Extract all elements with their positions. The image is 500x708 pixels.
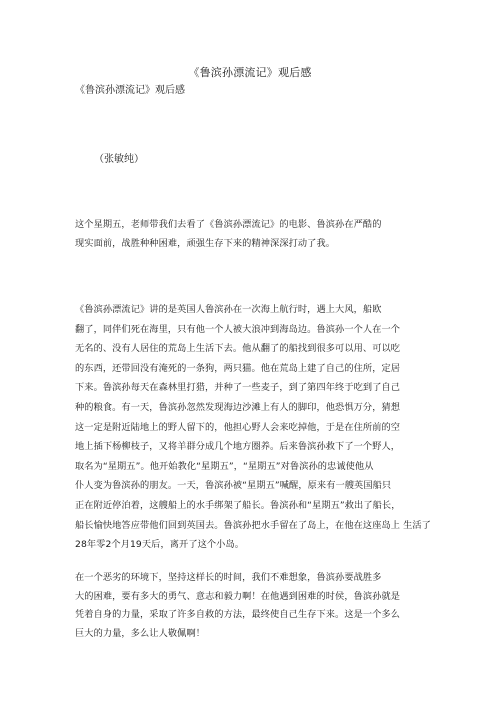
- text-line: 这个星期五，老师带我们去看了《鲁滨孙漂流记》的电影、鲁滨孙在严酷的: [75, 219, 382, 230]
- text-line: 取名为“星期五”。他开始教化“星期五”，“星期五”对鲁滨孙的忠诚使他从: [75, 460, 374, 472]
- document-title: 《鲁滨孙漂流记》观后感: [188, 66, 312, 79]
- paragraph-2: [75, 300, 435, 555]
- text-line: 地上插下杨柳枝子，又将羊群分成几个地方圈养。后来鲁滨孙救下了一个野人，: [75, 441, 401, 453]
- text-line: 船长愉快地答应带他们回到英国去。鲁滨孙把水手留在了岛上，在他在这座岛上 生活了: [75, 519, 431, 531]
- text-line: 巨大的力量，多么让人敬佩啊！: [75, 627, 206, 639]
- document-subtitle: 《鲁滨孙漂流记》观后感: [75, 85, 185, 96]
- text-line: 的东西，还带回没有淹死的一条狗，两只猫。他在荒岛上建了自己的住所，定居: [75, 362, 401, 374]
- text-line: 28年零2个月19天后，离开了这个小岛。: [75, 539, 245, 551]
- text-line: 翻了，同伴们死在海里，只有他一个人被大浪冲到海岛边。鲁滨孙一个人在一个: [75, 323, 401, 335]
- text-line: 下来。鲁滨孙每天在森林里打猎，并种了一些麦子，到了第四年终于吃到了自己: [75, 382, 401, 394]
- paragraph-3: [75, 569, 435, 643]
- text-line: 大的困难，要有多大的勇气、意志和毅力啊！在他遇到困难的时侯，鲁滨孙就是: [75, 590, 401, 602]
- text-line: 凭着自身的力量，采取了许多自救的方法，最终使自己生存下来。这是一个多么: [75, 609, 401, 621]
- author-line: （张敏纯）: [94, 154, 144, 165]
- text-line: 种的粮食。有一天，鲁滨孙忽然发现海边沙滩上有人的脚印，他恐惧万分，猜想: [75, 401, 401, 413]
- text-line: 无名的、没有人居住的荒岛上生活下去。他从翻了的船找到很多可以用、可以吃: [75, 343, 401, 355]
- text-line: 正在附近停泊着，这艘船上的水手绑架了船长。鲁滨孙和“星期五”救出了船长，: [75, 499, 401, 511]
- text-line: 《鲁滨孙漂流记》讲的是英国人鲁滨孙在一次海上航行时，遇上大风，船欧: [75, 304, 382, 315]
- text-line: 这一定是附近陆地上的野人留下的，他担心野人会来吃掉他，于是在住所前的空: [75, 421, 401, 433]
- text-line: 现实面前，战胜种种困难，顽强生存下来的精神深深打动了我。: [75, 237, 336, 249]
- text-line: 仆人变为鲁滨孙的朋友。一天，鲁滨孙被“星期五”喊醒，原来有一艘英国船只: [75, 480, 392, 492]
- paragraph-1: [75, 216, 435, 253]
- text-line: 在一个恶劣的环境下，坚持这样长的时间，我们不难想象，鲁滨孙要战胜多: [75, 572, 382, 583]
